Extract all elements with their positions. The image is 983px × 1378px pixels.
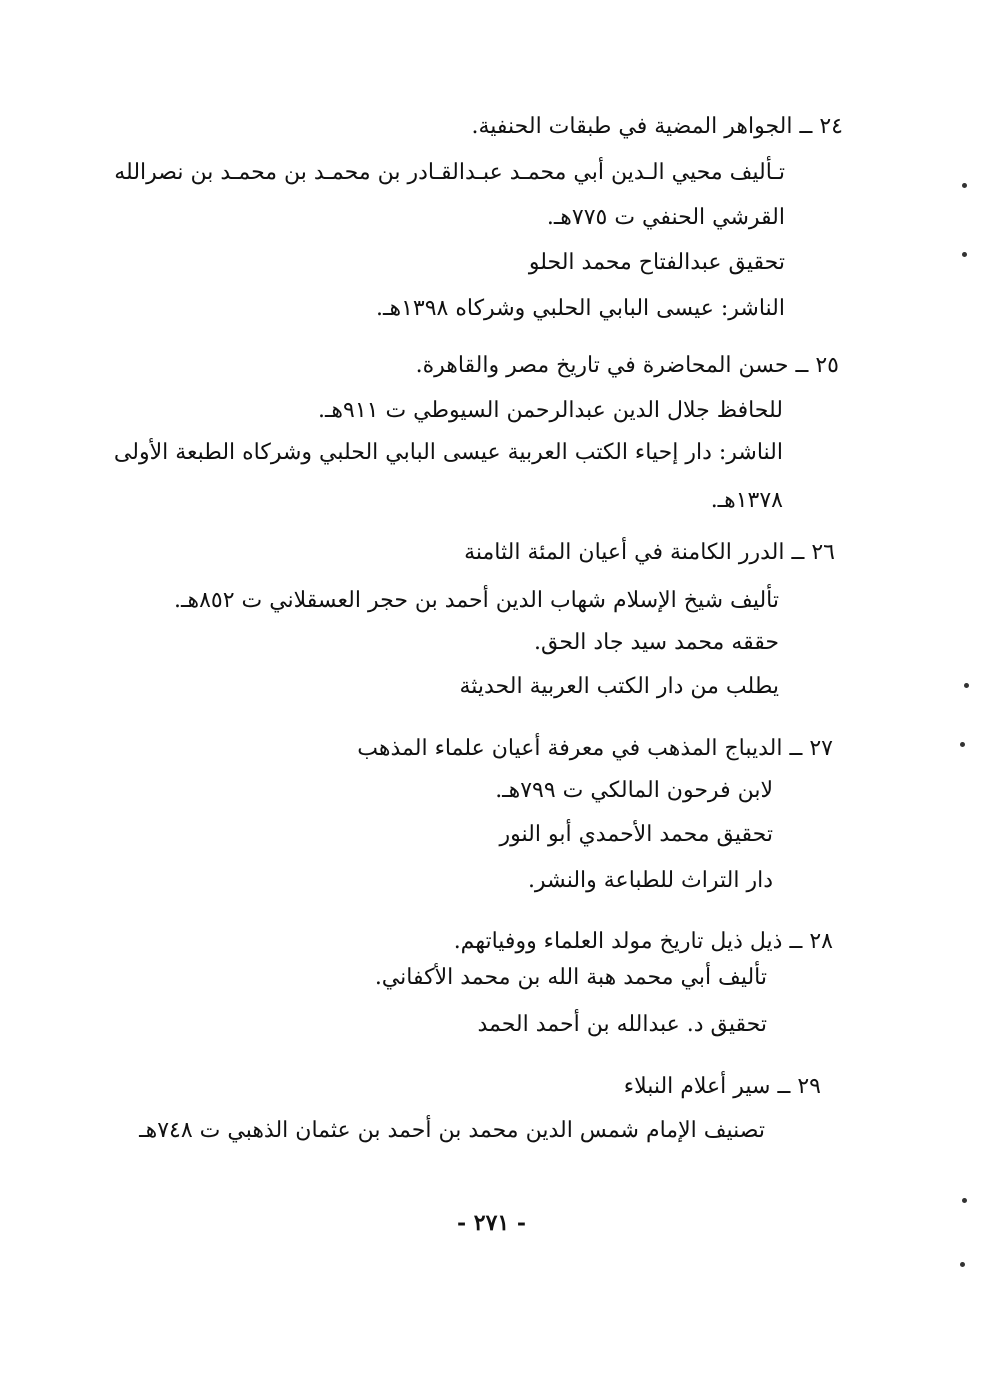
entry-line: حققه محمد سيد جاد الحق. <box>534 630 779 655</box>
entry-line: تأليف شيخ الإسلام شهاب الدين أحمد بن حجر العسقلاني ت ٨٥٢هـ. <box>174 588 779 613</box>
entry-line: تـأليف محيي الـدين أبي محمـد عبـدالقـادر بن محمـد بن محمـد بن نصرالله <box>114 160 785 185</box>
entry-title: ٢٦ ــ الدرر الكامنة في أعيان المئة الثامنة <box>464 540 835 565</box>
entry-line: الناشر: دار إحياء الكتب العربية عيسى البابي الحلبي وشركاه الطبعة الأولى <box>113 440 783 465</box>
scan-speck <box>962 1198 967 1203</box>
entry-line: القرشي الحنفي ت ٧٧٥هـ. <box>546 205 785 230</box>
scan-speck <box>960 742 965 747</box>
entry-title: ٢٨ ــ ذيل ذيل تاريخ مولد العلماء ووفياتهم. <box>453 929 833 954</box>
entry-line: تأليف أبي محمد هبة الله بن محمد الأكفاني. <box>374 965 767 990</box>
entry-title: ٢٤ ــ الجواهر المضية في طبقات الحنفية. <box>471 114 843 139</box>
page-number: - ٢٧١ - <box>456 1210 527 1236</box>
entry-line: لابن فرحون المالكي ت ٧٩٩هـ. <box>495 778 773 803</box>
entry-line: تحقيق عبدالفتاح محمد الحلو <box>528 250 785 275</box>
entry-line: للحافظ جلال الدين عبدالرحمن السيوطي ت ٩١١هـ. <box>317 398 783 423</box>
scan-speck <box>964 683 969 688</box>
entry-line: ١٣٧٨هـ. <box>710 488 783 513</box>
scan-speck <box>960 1262 965 1267</box>
scan-speck <box>962 183 967 188</box>
entry-line: تحقيق د. عبدالله بن أحمد الحمد <box>477 1012 767 1037</box>
entry-title: ٢٧ ــ الديباج المذهب في معرفة أعيان علماء المذهب <box>357 736 833 761</box>
entry-title: ٢٩ ــ سير أعلام النبلاء <box>623 1074 821 1099</box>
entry-line: الناشر: عيسى البابي الحلبي وشركاه ١٣٩٨هـ. <box>376 296 785 321</box>
entry-line: تحقيق محمد الأحمدي أبو النور <box>499 822 773 847</box>
entry-line: يطلب من دار الكتب العربية الحديثة <box>459 674 779 699</box>
entry-line: تصنيف الإمام شمس الدين محمد بن أحمد بن عثمان الذهبي ت ٧٤٨هـ <box>139 1118 765 1143</box>
scan-speck <box>962 252 967 257</box>
entry-title: ٢٥ ــ حسن المحاضرة في تاريخ مصر والقاهرة. <box>415 353 839 378</box>
entry-line: دار التراث للطباعة والنشر. <box>527 868 773 893</box>
